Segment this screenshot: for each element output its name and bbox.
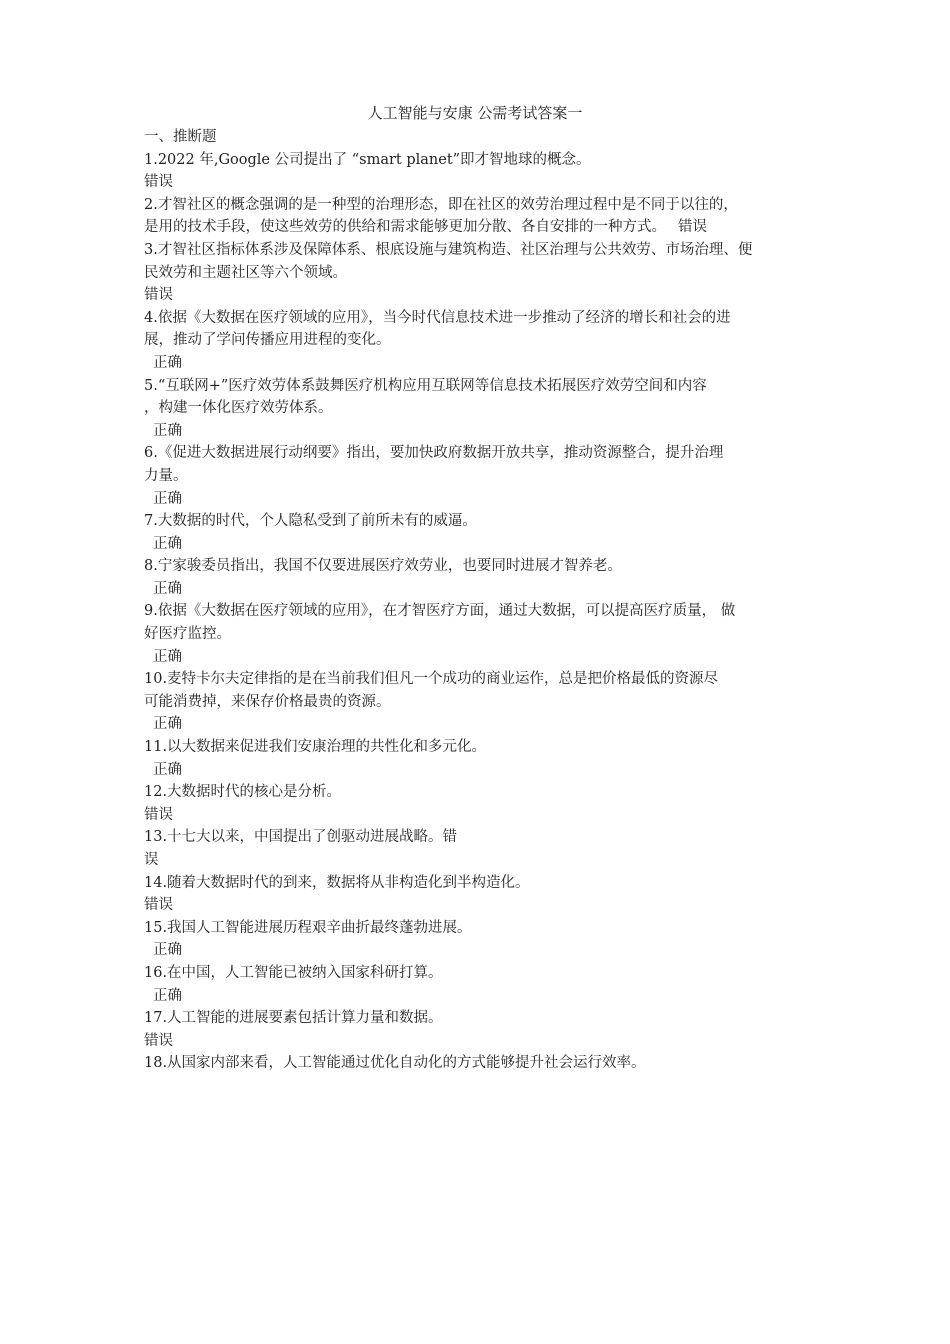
question-9-line-1: 9.依据《大数据在医疗领域的应用》，在才智医疗方面，通过大数据，可以提高医疗质量， 做 (144, 603, 736, 620)
question-17-line-1: 17.人工智能的进展要素包括计算力量和数据。 (144, 1010, 443, 1027)
question-16-answer: 正确 (153, 987, 182, 1004)
question-6-line-2: 力量。 (144, 467, 188, 484)
question-2-answer: 错误 (678, 219, 707, 236)
question-4-answer: 正确 (153, 354, 182, 371)
document-title: 人工智能与安康 公需考试答案一 (367, 104, 583, 122)
question-18-line-1: 18.从国家内部来看，人工智能通过优化自动化的方式能够提升社会运行效率。 (144, 1055, 646, 1072)
question-12-answer: 错误 (144, 806, 173, 823)
question-14-answer: 错误 (144, 897, 173, 914)
question-13-line-2: 误 (144, 852, 159, 868)
question-6-line-1: 6.《促进大数据进展行动纲要》指出，要加快政府数据开放共享，推动资源整合，提升治理 (144, 445, 724, 462)
question-8-line-1: 8.宁家骏委员指出，我国不仅要进展医疗效劳业，也要同时进展才智养老。 (144, 558, 622, 575)
question-3-line-2: 民效劳和主题社区等六个领域。 (144, 264, 347, 281)
question-3-answer: 错误 (144, 287, 173, 304)
question-13-line-1: 13.十七大以来，中国提出了创驱动进展战略。错 (144, 829, 458, 846)
question-7-answer: 正确 (153, 535, 182, 552)
question-10-answer: 正确 (153, 716, 182, 733)
question-4-line-1: 4.依据《大数据在医疗领域的应用》，当今时代信息技术进一步推动了经济的增长和社会的进 (144, 309, 731, 326)
question-12-line-1: 12.大数据时代的核心是分析。 (144, 784, 342, 801)
question-2-line-2 (144, 216, 809, 239)
question-15-answer: 正确 (153, 942, 182, 959)
question-14-line-1: 14.随着大数据时代的到来，数据将从非构造化到半构造化。 (144, 874, 530, 891)
question-9-answer: 正确 (153, 648, 182, 665)
question-10-line-2: 可能消费掉，来保存价格最贵的资源。 (144, 693, 391, 710)
question-16-line-1: 16.在中国，人工智能已被纳入国家科研打算。 (144, 964, 443, 981)
question-15-line-1: 15.我国人工智能进展历程艰辛曲折最终蓬勃进展。 (144, 919, 472, 936)
question-9-line-2: 好医疗监控。 (144, 626, 231, 643)
question-2-line-2-text: 是用的技术手段，使这些效劳的供给和需求能够更加分散、各自安排的一种方式。 (144, 219, 666, 236)
question-1-answer: 错误 (144, 174, 173, 191)
question-10-line-1: 10.麦特卡尔夫定律指的是在当前我们但凡一个成功的商业运作，总是把价格最低的资源尽 (144, 671, 719, 688)
question-2-line-1: 2.才智社区的概念强调的是一种型的治理形态，即在社区的效劳治理过程中是不同于以往的， (144, 196, 738, 213)
question-5-line-2: ，构建一体化医疗效劳体系。 (144, 400, 333, 417)
question-1-line-1: 1.2022 年,Google 公司提出了 “smart planet”即才智地球的概念。 (144, 151, 591, 168)
question-8-answer: 正确 (153, 580, 182, 597)
question-3-line-1: 3.才智社区指标体系涉及保障体系、根底设施与建筑构造、社区治理与公共效劳、市场治理、便 (144, 241, 753, 258)
question-11-line-1: 11.以大数据来促进我们安康治理的共性化和多元化。 (144, 739, 487, 756)
question-17-answer: 错误 (144, 1032, 173, 1049)
question-7-line-1: 7.大数据的时代，个人隐私受到了前所未有的威逼。 (144, 513, 477, 530)
section-heading: 一、推断题 (144, 129, 217, 145)
question-4-line-2: 展，推动了学问传播应用进程的变化。 (144, 332, 391, 349)
question-5-answer: 正确 (153, 422, 182, 439)
document-body (144, 126, 809, 1075)
question-5-line-1: 5.“互联网+”医疗效劳体系鼓舞医疗机构应用互联网等信息技术拓展医疗效劳空间和内容 (144, 377, 707, 394)
question-11-answer: 正确 (153, 761, 182, 778)
question-6-answer: 正确 (153, 490, 182, 507)
